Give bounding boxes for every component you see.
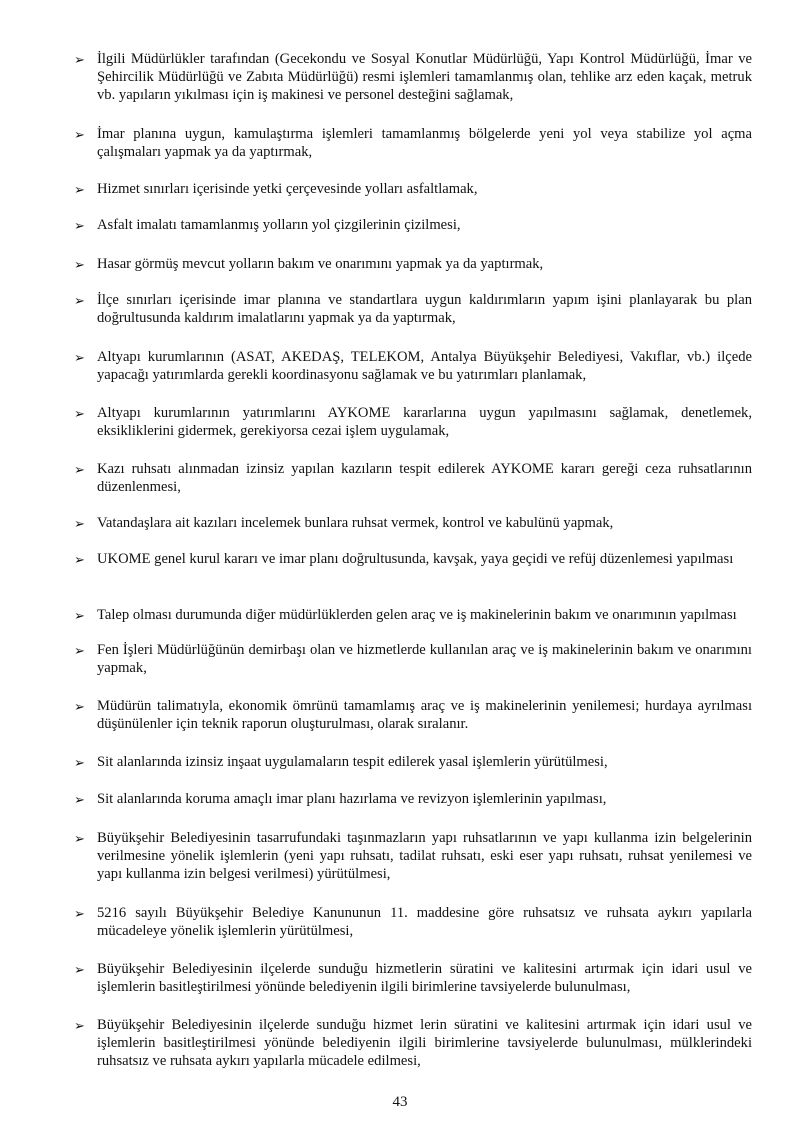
list-item-text: Vatandaşlara ait kazıları incelemek bunlara ruhsat vermek, kontrol ve kabulünü yapmak,: [97, 515, 614, 531]
arrow-bullet-icon: ➢: [74, 516, 85, 531]
arrow-bullet-icon: ➢: [74, 182, 85, 197]
list-item-text: İlgili Müdürlükler tarafından (Gecekondu ve Sosyal Konutlar Müdürlüğü, Yapı Kontrol Müdürlüğü, İmar ve Şehircilik Müdürlüğü ve Zabıta Müdürlüğü) resmi işlemleri tamamlanmış olan, tehlike arz eden kaçak, metruk vb. yapıların yıkılması için iş makinesi ve personel desteğini sağlamak,: [97, 51, 752, 103]
list-item: [76, 50, 752, 104]
list-item-text: İmar planına uygun, kamulaştırma işlemleri tamamlanmış bölgelerde yeni yol veya stabilize yol açma çalışmaları yapmak ya da yaptırmak,: [97, 126, 752, 160]
list-item-text: Büyükşehir Belediyesinin ilçelerde sunduğu hizmet lerin süratini ve kalitesini artırmak için idari usul ve işlemlerin basitleştirilmesi yönünde belediyenin ilgili birimlerine tavsiyelerde bulunulması, mülklerindeki ruhsatsız ve ruhsata aykırı yapılarla mücadele edilmesi,: [97, 1017, 752, 1069]
list-item-text: Altyapı kurumlarının yatırımlarını AYKOME kararlarına uygun yapılmasını sağlamak, denetlemek, eksikliklerini gidermek, gerekiyorsa cezai işlem uygulamak,: [97, 405, 752, 439]
arrow-bullet-icon: ➢: [74, 257, 85, 272]
list-item: [76, 180, 752, 198]
list-item: [76, 255, 752, 273]
list-item-text: Büyükşehir Belediyesinin tasarrufundaki taşınmazların yapı ruhsatlarının ve yapı kullanma izin belgelerinin verilmesine yönelik işlemlerin (yeni yapı ruhsatı, tadilat ruhsatı, eski eser yapı ruhsatı, ruhsat yenilemesi ve yapı kullanma izin belgesi verilmesi) yürütülmesi,: [97, 830, 752, 882]
list-item-text: Kazı ruhsatı alınmadan izinsiz yapılan kazıların tespit edilerek AYKOME kararı gereği ceza ruhsatlarının düzenlenmesi,: [97, 461, 752, 495]
list-item: [76, 514, 752, 532]
page-number: 43: [392, 1094, 408, 1110]
arrow-bullet-icon: ➢: [74, 643, 85, 658]
list-item: [76, 606, 752, 624]
list-item: [76, 790, 752, 808]
list-item: [76, 216, 752, 234]
arrow-bullet-icon: ➢: [74, 699, 85, 714]
arrow-bullet-icon: ➢: [74, 906, 85, 921]
list-item-text: Sit alanlarında izinsiz inşaat uygulamaların tespit edilerek yasal işlemlerin yürütülmesi,: [97, 754, 608, 770]
list-item-text: Altyapı kurumlarının (ASAT, AKEDAŞ, TELEKOM, Antalya Büyükşehir Belediyesi, Vakıflar, vb.) ilçede yapacağı yatırımlarda gerekli koordinasyonu sağlamak ve bu yatırımları planlamak,: [97, 349, 752, 383]
list-item: [76, 404, 752, 440]
arrow-bullet-icon: ➢: [74, 293, 85, 308]
list-item-text: Müdürün talimatıyla, ekonomik ömrünü tamamlamış araç ve iş makinelerinin yenilemesi; hurdaya ayrılması düşünülenler için teknik raporun oluşturulması, olarak sıralanır.: [97, 698, 752, 732]
list-item-text: 5216 sayılı Büyükşehir Belediye Kanununun 11. maddesine göre ruhsatsız ve ruhsata aykırı yapılarla mücadeleye yönelik işlemlerin yürütülmesi,: [97, 905, 752, 939]
arrow-bullet-icon: ➢: [74, 350, 85, 365]
list-item: [76, 904, 752, 940]
list-item: [76, 1016, 752, 1070]
arrow-bullet-icon: ➢: [74, 52, 85, 67]
list-item: [76, 348, 752, 384]
list-item-text: Hasar görmüş mevcut yolların bakım ve onarımını yapmak ya da yaptırmak,: [97, 256, 544, 272]
arrow-bullet-icon: ➢: [74, 552, 85, 567]
list-item: [76, 753, 752, 771]
arrow-bullet-icon: ➢: [74, 127, 85, 142]
list-item: [76, 291, 752, 327]
list-item-text: İlçe sınırları içerisinde imar planına ve standartlara uygun kaldırımların yapım işini planlayarak bu plan doğrultusunda kaldırım imalatlarını yapmak ya da yaptırmak,: [97, 292, 752, 326]
list-item: [76, 960, 752, 996]
list-item-text: Büyükşehir Belediyesinin ilçelerde sunduğu hizmetlerin süratini ve kalitesini artırmak için idari usul ve işlemlerin basitleştirilmesi yönünde belediyenin ilgili birimlerine tavsiyelerde bulunulması,: [97, 961, 752, 995]
list-item-text: Talep olması durumunda diğer müdürlüklerden gelen araç ve iş makinelerinin bakım ve onarımının yapılması: [97, 607, 737, 623]
list-item-text: Fen İşleri Müdürlüğünün demirbaşı olan ve hizmetlerde kullanılan araç ve iş makinelerinin bakım ve onarımını yapmak,: [97, 642, 752, 676]
arrow-bullet-icon: ➢: [74, 1018, 85, 1033]
arrow-bullet-icon: ➢: [74, 406, 85, 421]
list-item: [76, 641, 752, 677]
arrow-bullet-icon: ➢: [74, 608, 85, 623]
arrow-bullet-icon: ➢: [74, 792, 85, 807]
arrow-bullet-icon: ➢: [74, 462, 85, 477]
list-item-text: Asfalt imalatı tamamlanmış yolların yol çizgilerinin çizilmesi,: [97, 217, 461, 233]
arrow-bullet-icon: ➢: [74, 755, 85, 770]
list-item: [76, 125, 752, 161]
list-item: [76, 697, 752, 733]
list-item-text: Hizmet sınırları içerisinde yetki çerçevesinde yolları asfaltlamak,: [97, 181, 478, 197]
list-item: [76, 460, 752, 496]
list-item-text: Sit alanlarında koruma amaçlı imar planı hazırlama ve revizyon işlemlerinin yapılması,: [97, 791, 607, 807]
list-item-text: UKOME genel kurul kararı ve imar planı doğrultusunda, kavşak, yaya geçidi ve refüj düzenlemesi yapılması: [97, 551, 734, 567]
arrow-bullet-icon: ➢: [74, 218, 85, 233]
list-item: [76, 829, 752, 883]
arrow-bullet-icon: ➢: [74, 831, 85, 846]
list-item: [76, 550, 752, 568]
arrow-bullet-icon: ➢: [74, 962, 85, 977]
